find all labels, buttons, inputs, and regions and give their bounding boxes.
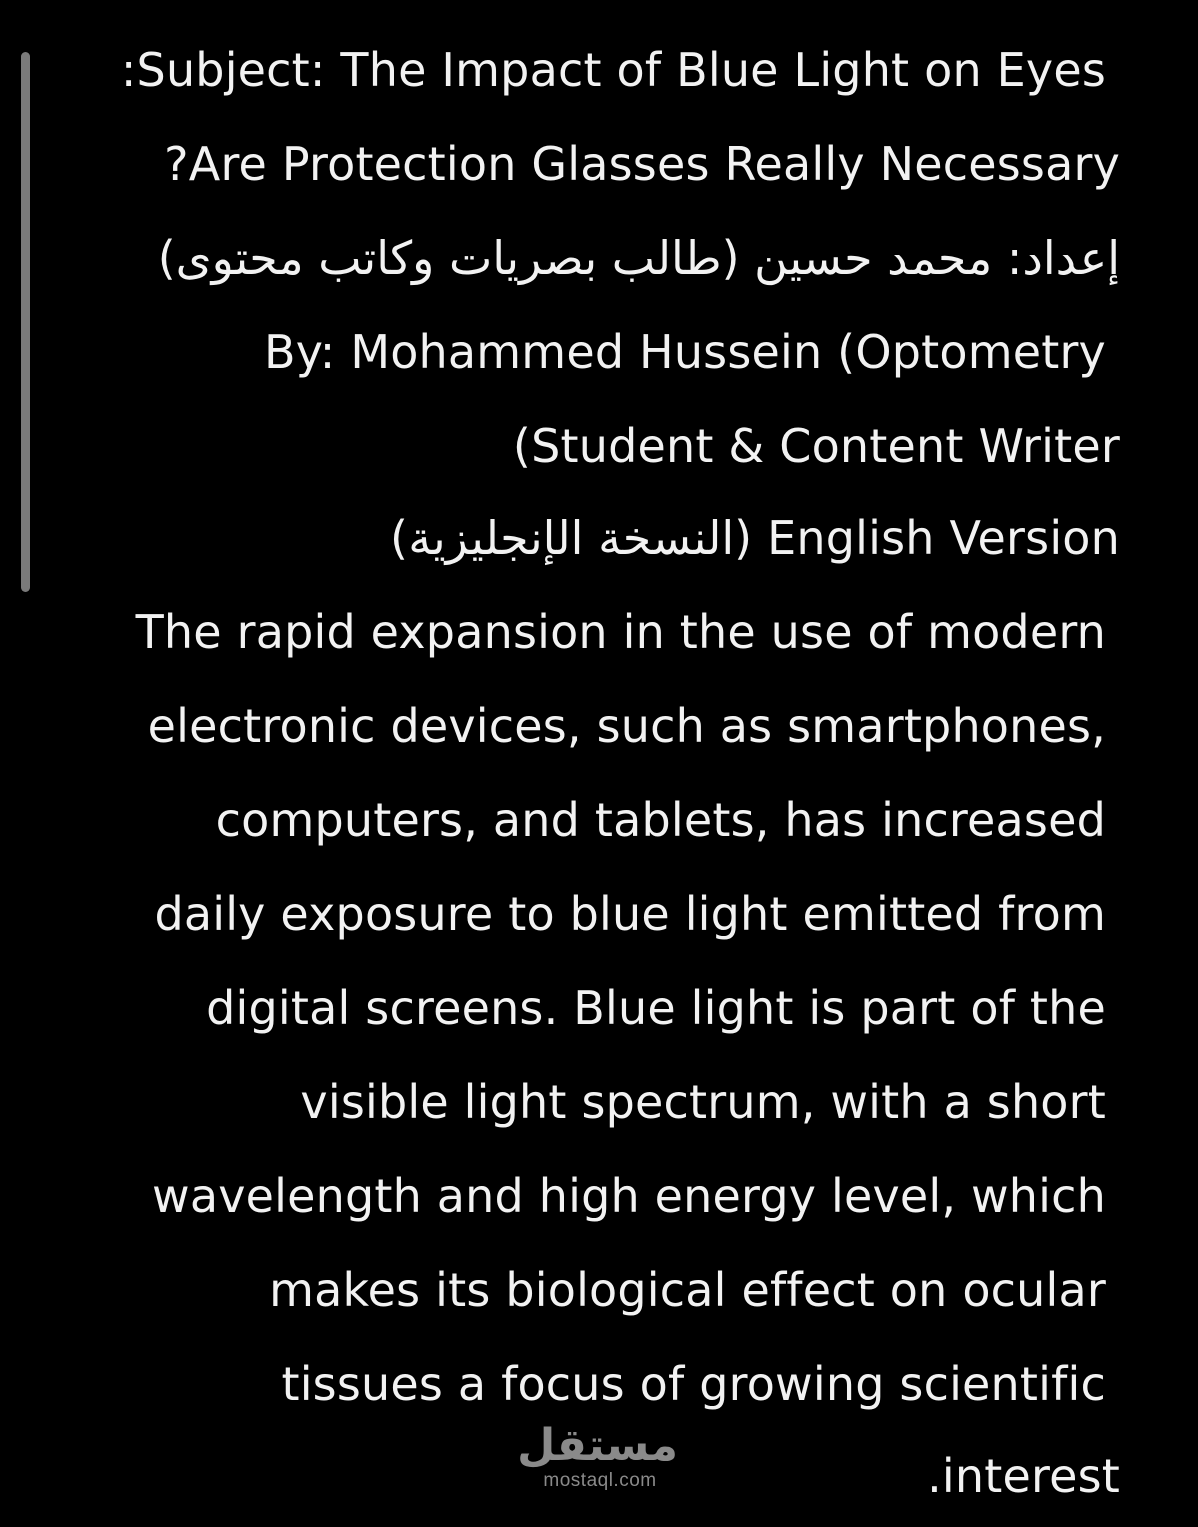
subject-line-1: Subject: The Impact of Blue Light on Eyes: xyxy=(120,43,1106,97)
paragraph-line: daily exposure to blue light emitted from xyxy=(154,887,1106,941)
version-label: English Version (النسخة الإنجليزية) xyxy=(390,511,1120,565)
author-english-line-1: By: Mohammed Hussein (Optometry xyxy=(263,325,1106,379)
watermark-arabic-logo: مستقل xyxy=(517,1420,678,1471)
subject-line-2: Are Protection Glasses Really Necessary? xyxy=(164,137,1120,191)
paragraph-line-last: interest. xyxy=(927,1449,1120,1503)
paragraph-line: electronic devices, such as smartphones, xyxy=(147,699,1106,753)
paragraph-line: wavelength and high energy level, which xyxy=(152,1169,1106,1223)
paragraph-line: visible light spectrum, with a short xyxy=(300,1075,1106,1129)
scrollbar-thumb[interactable] xyxy=(21,52,30,592)
author-english-line-2: Student & Content Writer) xyxy=(512,419,1120,473)
paragraph-line: The rapid expansion in the use of modern xyxy=(135,605,1106,659)
author-arabic: إعداد: محمد حسين (طالب بصريات وكاتب محتوى) xyxy=(157,231,1120,285)
paragraph-line: digital screens. Blue light is part of the xyxy=(206,981,1106,1035)
mostaql-watermark xyxy=(517,1420,678,1492)
watermark-domain: mostaql.com xyxy=(543,1470,657,1491)
paragraph-line: computers, and tablets, has increased xyxy=(215,793,1106,847)
paragraph-line: tissues a focus of growing scientific xyxy=(281,1357,1106,1411)
paragraph-line: makes its biological effect on ocular xyxy=(269,1263,1106,1317)
